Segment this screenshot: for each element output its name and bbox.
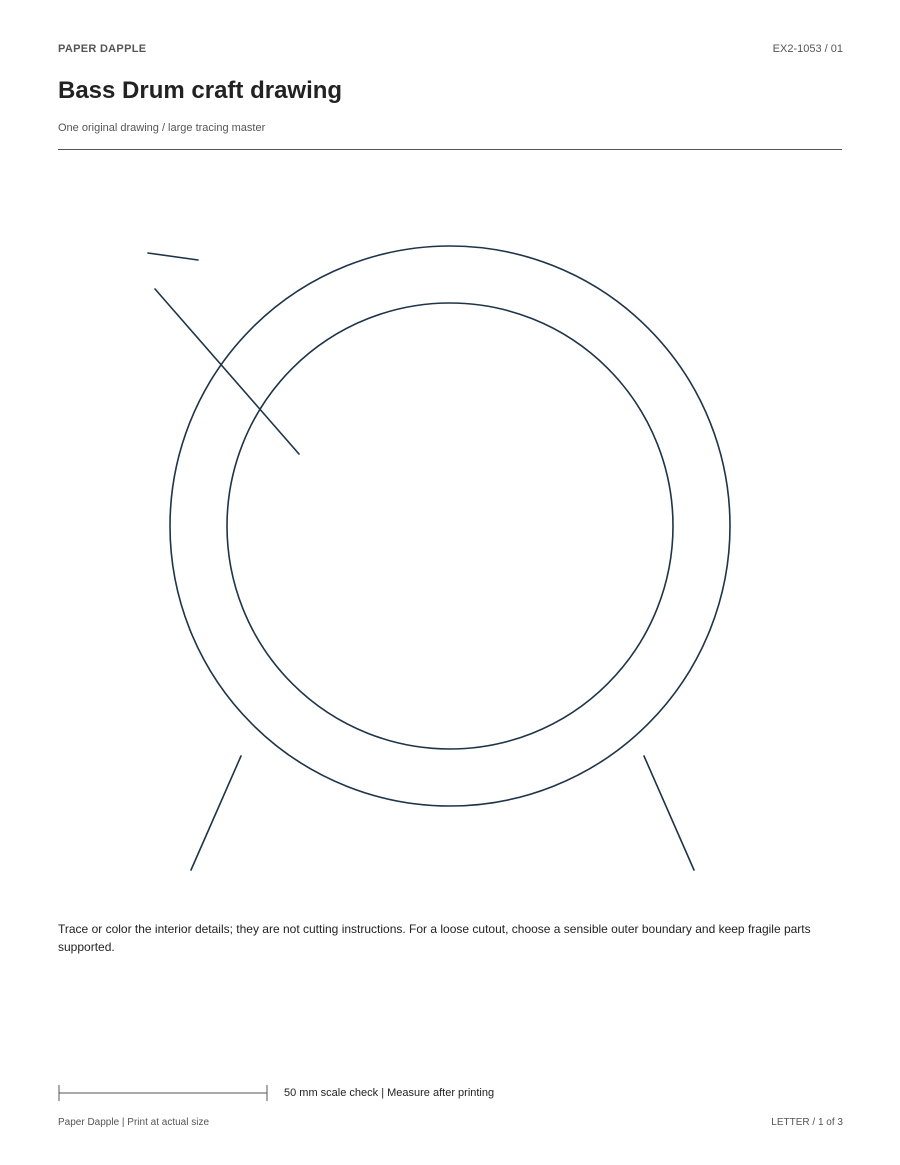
footer-left-text: Paper Dapple | Print at actual size xyxy=(58,1117,210,1128)
instructions-text: Trace or color the interior details; they are not cutting instructions. For a loose cutout, choose a sensible outer boundary and keep fragile parts supported. xyxy=(58,922,811,954)
scale-check-label: 50 mm scale check | Measure after printing xyxy=(284,1087,495,1099)
drum-inner-head xyxy=(227,303,673,749)
scale-bar xyxy=(58,1084,268,1102)
page-subtitle: One original drawing / large tracing master xyxy=(58,122,266,134)
right-leg-line xyxy=(644,756,694,870)
footer-page-info: LETTER / 1 of 3 xyxy=(771,1117,843,1128)
page-title: Bass Drum craft drawing xyxy=(58,77,343,104)
beater-tip-line xyxy=(148,253,198,260)
brand-name: PAPER DAPPLE xyxy=(58,43,147,55)
drum-outer-hoop xyxy=(170,246,730,806)
document-id: EX2-1053 / 01 xyxy=(772,43,843,55)
beater-shaft-line xyxy=(155,289,299,454)
left-leg-line xyxy=(191,756,241,870)
